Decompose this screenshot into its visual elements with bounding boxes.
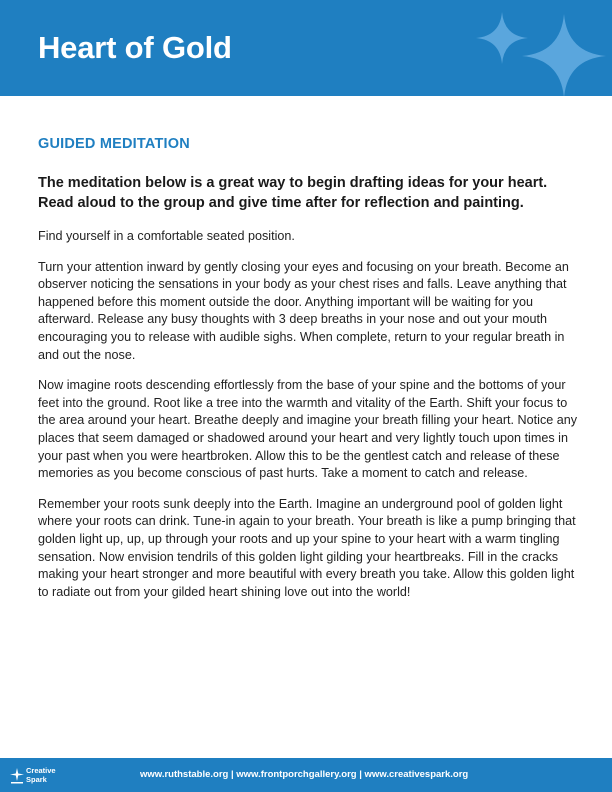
- sparkle-icon: [522, 14, 606, 96]
- footer-link-creativespark[interactable]: www.creativespark.org: [364, 769, 469, 780]
- footer-separator: |: [228, 769, 237, 780]
- meditation-paragraph: Now imagine roots descending effortlessly from the base of your spine and the bottoms of your feet into the ground. Root like a tree into the warmth and vitality of the Earth. Shift your focus to the area around your heart. Breathe deeply and imagine your breath filling your heart. Notice any places that seem damaged or shadowed around your heart and very lightly touch upon times in your past when you were heartbroken. Allow this to be the gentlest catch and release of these memories as you become conscious of past hurts. Take a moment to catch and release.: [38, 378, 578, 481]
- sparkle-icon: [476, 12, 528, 64]
- section-label: GUIDED MEDITATION: [38, 136, 190, 152]
- footer-links: [140, 769, 468, 780]
- footer-link-frontporchgallery[interactable]: www.frontporchgallery.org: [236, 769, 357, 780]
- intro-text: The meditation below is a great way to begin drafting ideas for your heart. Read aloud to the group and give time after for reflection and painting.: [38, 175, 548, 211]
- page-footer: [0, 758, 612, 792]
- meditation-paragraph: Turn your attention inward by gently closing your eyes and focusing on your breath. Become an observer noticing the sensations in your body as your chest rises and falls. Leave anything that happened before this moment outside the door. Anything important will be waiting for you afterward. Release any busy thoughts with 3 deep breaths in your nose and out your mouth encouraging you to release with audible sighs. When complete, return to your regular breath in and out the nose.: [38, 259, 569, 362]
- page-header: [0, 0, 612, 96]
- footer-link-ruthstable[interactable]: www.ruthstable.org: [140, 769, 229, 780]
- footer-separator: |: [356, 769, 365, 780]
- main-content: [38, 136, 578, 601]
- page-title: Heart of Gold: [38, 30, 232, 65]
- creative-spark-logo-icon: [10, 768, 24, 784]
- logo-wordmark: [26, 767, 56, 784]
- logo-line-2: Spark: [26, 774, 47, 784]
- meditation-paragraph: Find yourself in a comfortable seated position.: [38, 229, 295, 243]
- meditation-paragraph: Remember your roots sunk deeply into the Earth. Imagine an underground pool of golden light where your roots can drink. Tune-in again to your breath. Your breath is like a pump bringing that golden light up, up, up through your roots and up your spine to your heart with a warm tingling sensation. Now envision tendrils of this golden light gilding your heartbreaks. Fill in the cracks making your heart stronger and more beautiful with every breath you take. Allow this golden light to radiate out from your gilded heart shining love out into the world!: [38, 496, 576, 599]
- logo-line-1: Creative: [26, 766, 56, 775]
